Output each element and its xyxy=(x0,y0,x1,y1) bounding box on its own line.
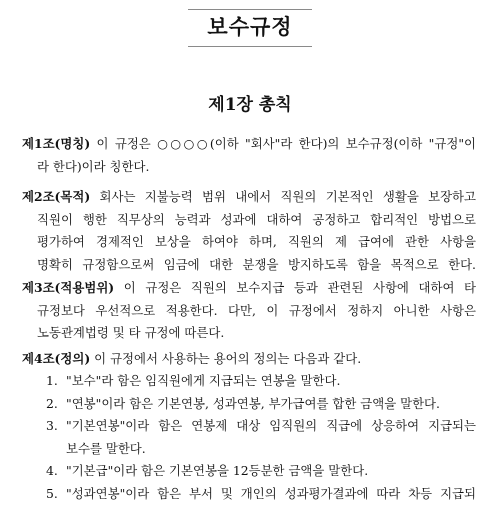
list-item xyxy=(46,370,476,393)
article-2 xyxy=(22,186,476,276)
list-item-number: 5. xyxy=(46,483,58,505)
article-line: 제3조(적용범위) 이 규정은 직원의 보수지급 등과 관련된 사항에 대하여 타 xyxy=(22,277,476,300)
list-item-text: "기본연봉"이라 함은 연봉제 대상 임직원의 직급에 상응하여 지급되는 xyxy=(66,415,476,438)
definition-list xyxy=(46,370,476,505)
article-line: 제4조(정의) 이 규정에서 사용하는 용어의 정의는 다음과 같다. xyxy=(22,348,476,371)
list-item-number: 3. xyxy=(46,415,58,438)
list-item-text: "연봉"이라 함은 기본연봉, 성과연봉, 부가급여를 합한 금액을 말한다. xyxy=(66,393,476,416)
article-3 xyxy=(22,277,476,345)
article-line: 직원이 행한 직무상의 능력과 성과에 대하여 공정하고 합리적인 방법으로 xyxy=(22,209,476,232)
article-line: 라 한다)이라 칭한다. xyxy=(22,156,476,179)
list-item xyxy=(46,415,476,460)
list-item-text: "기본급"이라 함은 기본연봉을 12등분한 금액을 말한다. xyxy=(66,460,476,483)
article-line: 규정보다 우선적으로 적용한다. 다만, 이 규정에서 정하지 아니한 사항은 xyxy=(22,300,476,323)
article-1 xyxy=(22,133,476,178)
document-title-box xyxy=(188,9,312,47)
list-item-number: 2. xyxy=(46,393,58,416)
document-title: 보수규정 xyxy=(188,10,312,44)
list-item-text: "보수"라 함은 임직원에게 지급되는 연봉을 말한다. xyxy=(66,370,476,393)
article-line: 노동관계법령 및 타 규정에 따른다. xyxy=(22,322,476,345)
article-line: 제1조(명칭) 이 규정은 ○○○○(이하 "회사"라 한다)의 보수규정(이하 "규정"이 xyxy=(22,133,476,156)
article-heading: 제1조(명칭) xyxy=(22,136,90,151)
list-item-text: 보수를 말한다. xyxy=(66,438,476,461)
article-4 xyxy=(22,348,476,371)
article-heading: 제3조(적용범위) xyxy=(22,280,114,295)
list-item-number: 1. xyxy=(46,370,58,393)
list-item xyxy=(46,460,476,483)
article-line: 제2조(목적) 회사는 지불능력 범위 내에서 직원의 기본적인 생활을 보장하고 xyxy=(22,186,476,209)
article-line: 평가하여 경제적인 보상을 하여야 하며, 직원의 제 급여에 관한 사항을 xyxy=(22,231,476,254)
article-heading: 제4조(정의) xyxy=(22,351,90,366)
list-item xyxy=(46,483,476,505)
article-heading: 제2조(목적) xyxy=(22,189,90,204)
chapter-title: 제1장 총칙 xyxy=(0,90,500,115)
list-item-number: 4. xyxy=(46,460,58,483)
list-item xyxy=(46,393,476,416)
article-line: 명확히 규정함으로써 임금에 대한 분쟁을 방지하도록 함을 목적으로 한다. xyxy=(22,254,476,277)
list-item-text: "성과연봉"이라 함은 부서 및 개인의 성과평가결과에 따라 차등 지급되 xyxy=(66,483,476,505)
